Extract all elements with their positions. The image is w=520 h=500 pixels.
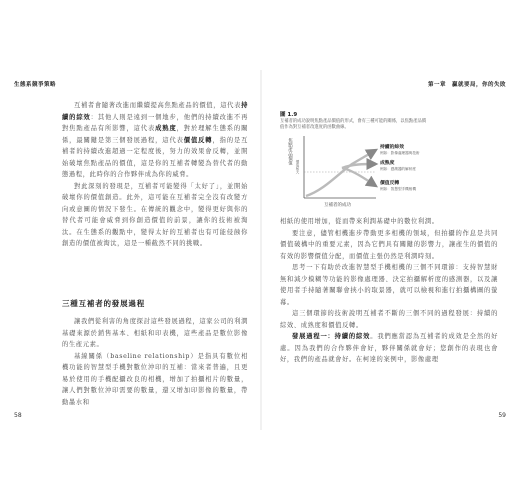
left-running-head: 生態系競爭策略 — [14, 82, 57, 88]
curve-value-reversal — [342, 168, 376, 186]
left-body-text-2 — [62, 316, 248, 408]
right-body-text — [280, 216, 498, 366]
figure-diagram — [280, 134, 430, 212]
term-continuous-synergy: 持續的綜效 — [62, 102, 248, 121]
right-page — [262, 70, 512, 430]
x-axis-label: 互補者的成功 — [324, 203, 351, 208]
annotation-synergy-sub: 例如：影像處理器與技術 — [380, 151, 420, 155]
section-heading: 三種互補者的發展過程 — [62, 299, 145, 308]
left-paragraph-1: 互補者會隨著改進而繼續提高焦點產品的價值，這代表持續的綜效：其他人則是遠到一個地步，他們的持續改進不再對焦點產品有所影響，這代表成熟度，對於理解生態系的關係，最關鍵是第三個發展過程，這代表價值反轉，指的是互補者的持續改進超過一定程度後，努力的效果會反轉，並開始破壞焦點產品的價值，這是你的互補者轉變為替代者的動態過程，此時你的合作夥伴成為你的威脅。 — [62, 102, 249, 178]
left-page — [10, 70, 262, 430]
left-body-text — [62, 100, 248, 250]
term-maturity: 成熟度 — [155, 125, 177, 132]
annotation-synergy-title: 持續的綜效 — [380, 145, 404, 150]
left-paragraph-4: 基線關係（baseline relationship）是指具有數位相機功能的智慧型手機對數位沖印的互補：當來者普遍，且更易於使用的手機配攝改良的相機，增加了拍攝相片的數量，讓人們對數位沖印需要的數量，還又增加印影像的數量，帶動墨水和 — [62, 352, 248, 406]
term-process-one: 發展過程一：持續的綜效 — [292, 333, 371, 340]
left-paragraph-3: 讓我們從利害的角度探討這些發展過程，這家公司的利潤基礎來源於銷售基本、相紙和印表機，這些產品是數位影像的生產元素。 — [62, 318, 248, 348]
right-running-head: 第一章 贏就要局，你的失敗 — [427, 82, 506, 88]
y-tick-label: 價值極大 — [296, 160, 300, 174]
term-value-reversal: 價值反轉 — [183, 136, 213, 144]
right-paragraph-5: 發展過程一：持續的綜效。我們應當認為互補者的成效是全然的好處。因為我們的合作夥伴會好，夥伴關係就會好；您創作的表現也會好，我們的產品就會好。在柯達的案例中，影像處理 — [280, 333, 498, 363]
figure-label: 圖 1.9 — [280, 112, 298, 118]
right-paragraph-4: 這三個環節的技術說明互補者不斷的三個不同的過程發展：持續的綜效、成熟度和價值反轉。 — [280, 310, 498, 329]
left-page-number: 58 — [14, 412, 22, 419]
right-page-number: 59 — [498, 412, 506, 419]
left-paragraph-2: 對此深刻的發現是，互補者可能變得「太好了」，並開始破壞你的價值創造。此外，這可能在互補者完全沒有改變方向或意圖的情況下發生。在傳統的觀念中，變得更好與你的替代者可能會威脅到你創造價值的前景，讓你的技術被淘汰。在生態系的觀點中，變得太好的互補者也有可能侵蝕你創造的價值被淘汰，這是一種截然不同的挑戰。 — [62, 182, 248, 247]
right-paragraph-1: 相紙的使用增加，從而帶來利潤基礎中的數位利潤。 — [280, 218, 439, 225]
y-axis-label: 焦點產品價值 — [287, 138, 293, 165]
right-paragraph-2: 要注意，儘管相機進步帶動更多相機的領域，但拍攝的作息是共同價值破構中的重要元素，因為它們具有關鍵的影響力，讓產生的價值的有效的影響價值分配，而價值主張仍然是利潤時刻。 — [280, 229, 498, 260]
curve-maturity — [342, 164, 376, 168]
annotation-maturity-sub: 例如：感測器的解析度 — [380, 167, 416, 171]
annotation-maturity-title: 成熟度 — [380, 161, 395, 166]
annotation-reversal-title: 價值反轉 — [380, 181, 400, 186]
annotation-reversal-sub: 例如：智慧型手機相機 — [380, 187, 416, 191]
curve-continuous-synergy — [306, 150, 376, 196]
figure-caption: 互補者的成功說明焦點產品價值的形式，會有三種可能的關係，以焦點產品價值作為對互補者改進度的函數曲線。 — [280, 119, 427, 130]
right-paragraph-3: 思考一下有助於改進智慧型手機相機的三個不同環節：支持智慧財無和減少模糊等功能的影像處理器、決定拍攝解析度的感測器，以及讓使用者手持隨著關聯會挾小的取景器，就可以檢視和進行拍攝構圖的螢幕。 — [280, 264, 498, 306]
